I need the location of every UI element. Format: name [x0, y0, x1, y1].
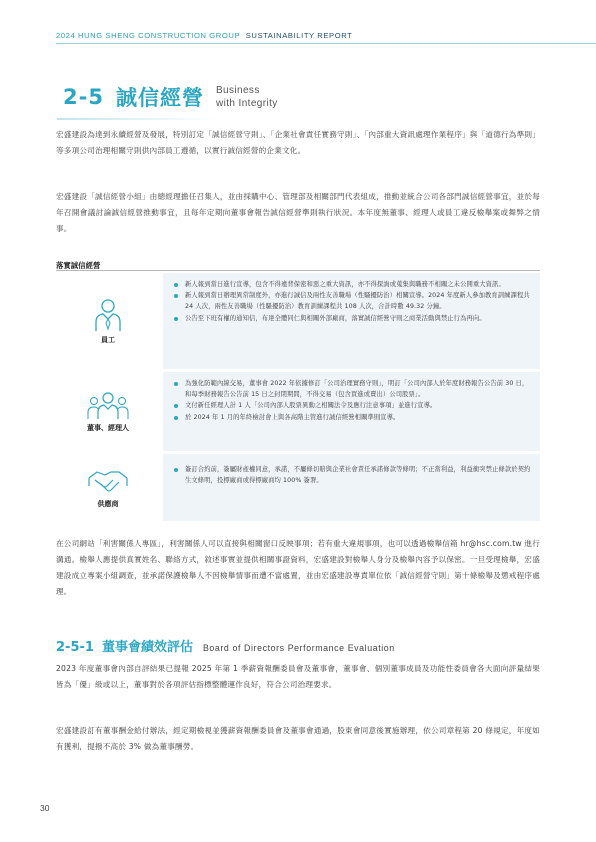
role-supplier-label: 供應商 [97, 500, 119, 508]
role-employee-details [163, 273, 540, 369]
role-employee [56, 273, 160, 369]
subsection-title-zh: 董事會績效評估 [101, 640, 193, 655]
board-icon [87, 390, 129, 420]
role-supplier [56, 454, 160, 521]
employee-icon [93, 298, 123, 332]
role-supplier-details [163, 454, 540, 521]
role-board-label: 董事、經理人 [87, 424, 129, 432]
subsection-title [56, 636, 395, 655]
board-evaluation-paragraph: 2023 年度董事會內部自評結果已提報 2025 年第 1 季薪資報酬委員會及董事會，董事會、個別董事成員及功能性委員會各大面向評量結果皆為「優」級或以上，董事對於各項評估指標整體運作良好，符合公司治理要求。 [56, 664, 540, 689]
list-item: 於 2024 年 1 月的年終檢討會上與各高階主管進行誠信經營相關準則宣導。 [171, 412, 532, 423]
intro-paragraph-1: 宏盛建設為達到永續經營及發展，特別訂定「誠信經營守則」、「企業社會責任實務守則」、「內部重大資訊處理作業程序」與「道德行為準則」等多項公司治理相關守則供內部員工遵循，以實行誠信經營的企業文化。 [56, 130, 540, 155]
list-item: 新人報到當日辦理異常制度外，亦進行誠信及兩性友善職場（性騷擾防治）相關宣導。2024 年度新人參加教育訓練課程共 24 人次，兩性友善職場（性騷擾防治）教育訓練課程共 108 人次，合計時數 49.32 分鐘。 [171, 290, 532, 312]
section-title-en-line1: Business [215, 85, 260, 96]
section-title-underline [57, 118, 217, 120]
header-company: 2024 HUNG SHENG CONSTRUCTION GROUP [56, 31, 240, 40]
report-header [56, 31, 352, 40]
section-title-en-line2: with Integrity [215, 98, 278, 109]
role-board [56, 372, 160, 451]
section-title-zh: 誠信經營 [115, 86, 204, 110]
whistleblower-paragraph: 在公司網站「利害關係人專區」，利害關係人可以直接與相關窗口反映事項；若有重大違規事項，也可以透過檢舉信箱 hr@hsc.com.tw 進行溝通。檢舉人應提供真實姓名、聯絡方式，敘述事實並提供相關事證資料，宏盛建設對檢舉人身分及檢舉內容予以保密。一旦受理檢舉，宏盛建設成立專案小組調查，並承諾保護檢舉人不因檢舉情事而遭不當處置，並由宏盛建設專責單位依「誠信經營守則」第十條檢舉及懲戒程序處理。 [56, 539, 540, 596]
subsection-title-en: Board of Directors Performance Evaluation [202, 643, 395, 653]
page-number: 30 [40, 803, 50, 813]
practice-label: 落實誠信經營 [56, 261, 101, 270]
list-item: 為強化防範內線交易，董事會 2022 年依據修訂「公司治理實務守則」，明訂「公司內部人於年度財務報告公告前 30 日，和每季財務報告公告前 15 日之封閉期間，不得交易（包含買進或賣出）公司股票」。 [171, 378, 532, 400]
practice-divider [56, 270, 540, 271]
list-item: 簽訂合約前，簽屬財產權同意，承諾，不屬條切賠與企業社會責任承諾條款等條明；不正當利益，利益衝突禁止條款於契約生文條明，投標廠商或得標廠商均 100% 簽署。 [171, 464, 532, 486]
header-report-title: SUSTAINABILITY REPORT [245, 31, 353, 40]
subsection-number: 2-5-1 [56, 640, 94, 655]
section-number: 2-5 [63, 85, 104, 109]
list-item: 公告至下班有權的通知信，布達全體同仁與相關外部廠商，落實誠信經營守則之商業活動與禁止行為再向。 [171, 313, 532, 324]
header-divider [56, 43, 596, 44]
list-item: 新人報到當日進行宣導，包含不得違背保密和惡之重大資訊，亦不得探詢或蒐集與職務不相關之未公開重大資訊。 [171, 279, 532, 290]
role-employee-label: 員工 [101, 335, 115, 344]
list-item: 文付新任經理人計 1 人「公司內部人股票異動之相關法令及應行注意事項」並進行宣導。 [171, 400, 532, 411]
supplier-icon [87, 466, 129, 496]
section-title-en [216, 84, 278, 110]
role-board-details [163, 372, 540, 451]
intro-paragraph-2: 宏盛建設「誠信經營小組」由總經理擔任召集人，並由採購中心、管理部及相關部門代表組成，推動並統合公司各部門誠信經營事宜，並於每年召開會議討論誠信經營推動事宜，且每年定期向董事會報告誠信經營準則執行狀況。本年度無董事、經理人或員工違反檢舉案或舞弊之情事。 [56, 192, 540, 233]
director-remuneration-paragraph: 宏盛建設訂有董事酬金給付辦法，經定期檢視並獲薪資報酬委員會及董事會通過，股東會同意後實施辦理，依公司章程第 20 條規定，年度如有獲利，提撥不高於 3% 做為董事酬勞。 [56, 726, 540, 751]
section-title [63, 82, 278, 112]
